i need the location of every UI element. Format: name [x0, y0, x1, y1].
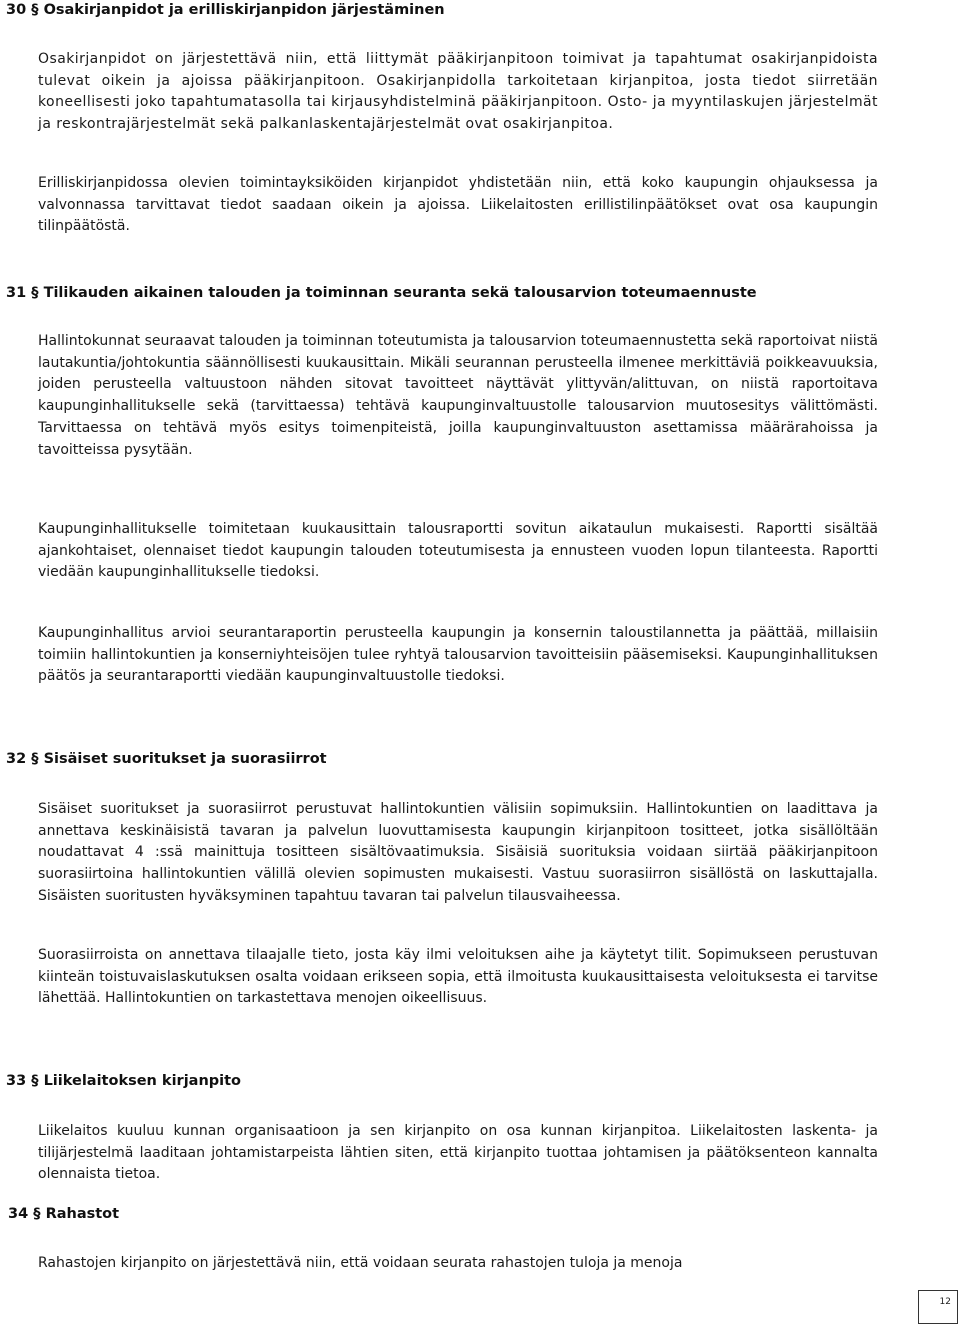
paragraph: Hallintokunnat seuraavat talouden ja toiminnan toteutumista ja talousarvion toteumaennustetta sekä raportoivat niistä lautakuntia/johtokuntia säännöllisesti kuukausittain. Mikäli seurannan perusteella ilmenee merkittäviä poikkeavuuksia, joiden perusteella valtuustoon nähden sitovat tavoitteet näyttävät ylittyvän/alittuvan, on niistä raportoitava kaupunginhallitukselle sekä (tarvittaessa) tehtävä kaupunginvaltuustolle talousarvion muutosesitys välittömästi. Tarvittaessa on tehtävä myös esitys toimenpiteistä, joilla kaupunginvaltuuston asettamissa määrärahoissa ja tavoitteissa pysytään. [38, 333, 878, 458]
section-heading-34 [8, 1204, 119, 1224]
section-number: 31 [6, 285, 27, 301]
paragraph: Kaupunginhallitus arvioi seurantaraportin perusteella kaupungin ja konsernin taloustilannetta ja päättää, millaisiin toimiin hallintokuntien ja konserniyhteisöjen tulee ryhtyä talousarvion tavoitteisiin pääsemiseksi. Kaupunginhallituksen päätös ja seurantaraportti viedään kaupunginvaltuustolle tiedoksi. [38, 625, 878, 685]
page-number: 12 [939, 1297, 951, 1307]
section-sign: § [33, 1206, 41, 1222]
section-title: Rahastot [45, 1206, 120, 1222]
paragraph: Liikelaitos kuuluu kunnan organisaatioon ja sen kirjanpito on osa kunnan kirjanpitoa. Liikelaitosten laskenta- ja tilijärjestelmä laaditaan johtamistarpeista lähtien siten, että kirjanpito tuottaa johtamisen ja päätöksenteon kannalta olennaista tietoa. [38, 1123, 878, 1183]
paragraph: Rahastojen kirjanpito on järjestettävä niin, että voidaan seurata rahastojen tuloja ja menoja [38, 1255, 683, 1271]
section-number: 34 [8, 1206, 29, 1222]
section-heading-31 [6, 283, 757, 303]
section-title: Sisäiset suoritukset ja suorasiirrot [43, 751, 327, 767]
section-title: Osakirjanpidot ja erilliskirjanpidon järjestäminen [43, 2, 445, 18]
section-title: Liikelaitoksen kirjanpito [43, 1073, 242, 1089]
paragraph: Erilliskirjanpidossa olevien toimintayksiköiden kirjanpidot yhdistetään niin, että koko kaupungin ohjauksessa ja valvonnassa tarvittavat tiedot saadaan oikein ja ajoissa. Liikelaitosten erillistilinpäätökset ovat osa kaupungin tilinpäätöstä. [38, 175, 878, 235]
section-heading-33 [6, 1071, 241, 1091]
paragraph: Osakirjanpidot on järjestettävä niin, että liittymät pääkirjanpitoon toimivat ja tapahtumat osakirjanpidoista tulevat oikein ja ajoissa pääkirjanpitoon. Osakirjanpidolla tarkoitetaan kirjanpitoa, josta tiedot siirretään koneellisesti joko tapahtumatasolla tai kirjausyhdistelminä pääkirjanpitoon. Osto- ja myyntilaskujen järjestelmät ja reskontrajärjestelmät sekä palkanlaskentajärjestelmät ovat osakirjanpitoa. [38, 51, 878, 133]
section-number: 30 [6, 2, 27, 18]
paragraph: Kaupunginhallitukselle toimitetaan kuukausittain talousraportti sovitun aikataulun mukaisesti. Raportti sisältää ajankohtaiset, olennaiset tiedot kaupungin talouden toteutumisesta ja ennusteen vuoden lopun tilanteesta. Raportti viedään kaupunginhallitukselle tiedoksi. [38, 521, 878, 581]
section-number: 33 [6, 1073, 27, 1089]
section-sign: § [31, 1073, 39, 1089]
section-sign: § [31, 2, 39, 18]
section-sign: § [31, 285, 39, 301]
section-title: Tilikauden aikainen talouden ja toiminnan seuranta sekä talousarvion toteumaennuste [43, 285, 757, 301]
section-heading-32 [6, 749, 327, 769]
section-sign: § [31, 751, 39, 767]
section-heading-30 [6, 0, 445, 20]
page-number-box [918, 1290, 958, 1324]
paragraph: Sisäiset suoritukset ja suorasiirrot perustuvat hallintokuntien välisiin sopimuksiin. Hallintokuntien on laadittava ja annettava keskinäisistä tavaran ja palvelun luovuttamisesta kaupungin kirjanpitoon tositteet, jotka sisällöltään noudattavat 4 :ssä mainittuja tositteen sisältövaatimuksia. Sisäisiä suorituksia voidaan siirtää pääkirjanpitoon suorasiirtoina hallintokuntien välillä olevien sopimusten mukaisesti. Vastuu suorasiirron sisällöstä on laskuttajalla. Sisäisten suoritusten hyväksyminen tapahtuu tavaran tai palvelun tilausvaiheessa. [38, 801, 878, 904]
section-number: 32 [6, 751, 27, 767]
paragraph: Suorasiirroista on annettava tilaajalle tieto, josta käy ilmi veloituksen aihe ja käytetyt tilit. Sopimukseen perustuvan kiinteän toistuvaislaskutuksen osalta voidaan erikseen sopia, että ilmoitusta kuukausittaisesta veloituksesta ei tarvitse lähettää. Hallintokuntien on tarkastettava menojen oikeellisuus. [38, 947, 878, 1007]
